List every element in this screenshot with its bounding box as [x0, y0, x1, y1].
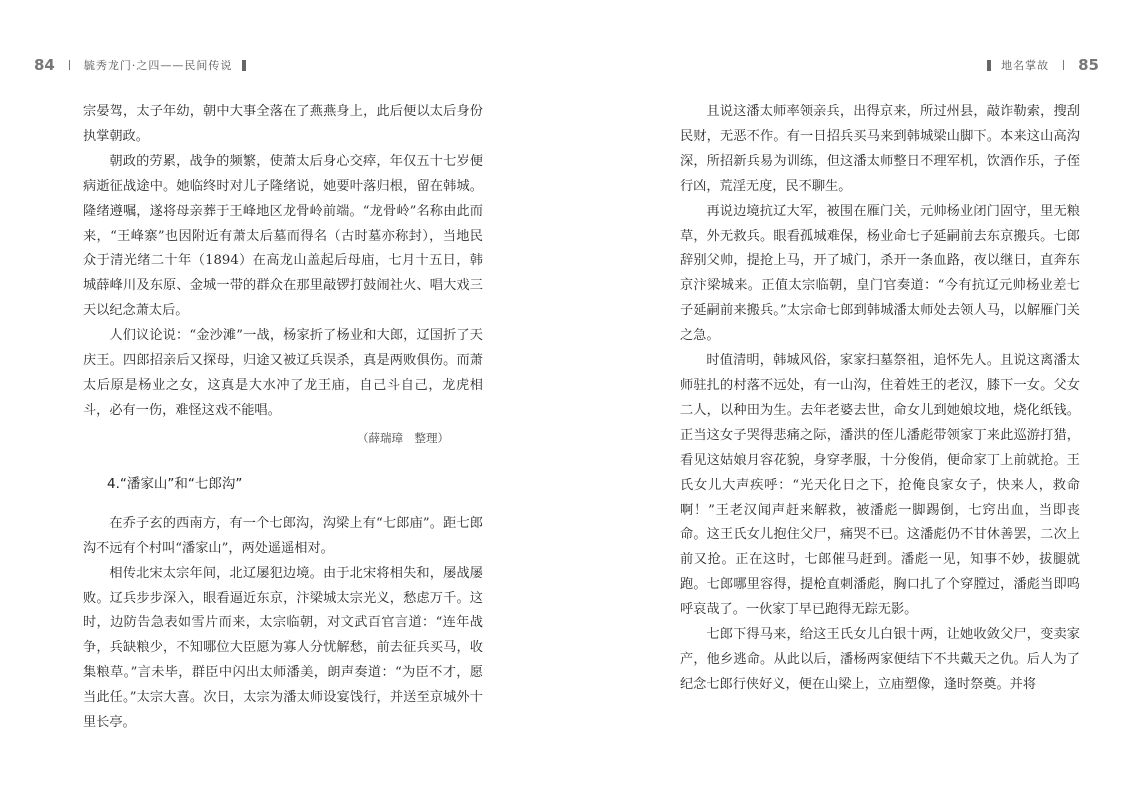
left-page-number: 84 — [34, 56, 55, 74]
right-running-header: 地名掌故 — [1001, 59, 1050, 72]
right-page — [566, 0, 1133, 799]
paragraph: 宗晏驾，太子年幼，朝中大事全落在了燕燕身上，此后便以太后身份执掌朝政。 — [83, 104, 483, 144]
header-marker — [987, 60, 991, 71]
paragraph: 在乔子玄的西南方，有一个七郎沟，沟梁上有“七郎庙”。距七郎沟不远有个村叫“潘家山”，两处遥遥相对。 — [83, 515, 483, 556]
paragraph: 再说边境抗辽大军，被围在雁门关，元帅杨业闭门固守，里无粮草，外无救兵。眼看孤城难保，杨业命七子延嗣前去东京搬兵。七郎辞别父帅，提抢上马，开了城门，杀开一条血路，夜以继日，直奔东京汴梁城来。正值太宗临朝，皇门官奏道：“今有抗辽元帅杨业差七子延嗣前来搬兵。”太宗命七郎到韩城潘太师处去领人马，以解雁门关之急。 — [680, 203, 1080, 344]
paragraph: 朝政的劳累，战争的频繁，使萧太后身心交瘁，年仅五十七岁便病逝征战途中。她临终时对儿子隆绪说，她要叶落归根，留在韩城。隆绪遵嘱，遂将母亲葬于王峰地区龙骨岭前端。“龙骨岭”名称由此而来，“王峰寨”也因附近有萧太后墓而得名（古时墓亦称封），当地民众于清光绪二十年（1894）在高龙山盖起后母庙，七月十五日，韩城薛峰川及东原、金城一带的群众在那里敲锣打鼓闹社火、唱大戏三天以纪念萧太后。 — [83, 153, 483, 319]
paragraph: 相传北宋太宗年间，北辽屡犯边境。由于北宋将相失和，屡战屡败。辽兵步步深入，眼看逼近东京，汴梁城太宗光义，愁虑万千。这时，边防告急表如雪片而来，太宗临朝，对文武百官言道：“连年战争，兵缺粮少，不知哪位大臣愿为寡人分忧解愁，前去征兵买马，收集粮草。”言未毕，群臣中闪出太师潘美，朗声奏道：“为臣不才，愿当此任。”太宗大喜。次日，太宗为潘太师设宴饯行，并送至京城外十里长亭。 — [83, 565, 483, 731]
left-page-header — [34, 56, 246, 74]
header-marker — [242, 60, 246, 71]
paragraph: 人们议论说：“金沙滩”一战，杨家折了杨业和大郎，辽国折了天庆王。四郎招亲后又探母，归途又被辽兵误杀，真是两败俱伤。而萧太后原是杨业之女，这真是大水冲了龙王庙，自己斗自己，龙虎相斗，必有一伤，难怪这戏不能唱。 — [83, 328, 483, 418]
paragraph: 时值清明，韩城风俗，家家扫墓祭祖，追怀先人。且说这离潘太师驻扎的村落不远处，有一山沟，住着姓王的老汉，膝下一女。父女二人，以种田为生。去年老婆去世，命女儿到她娘坟地，烧化纸钱。正当这女子哭得悲痛之际，潘洪的侄儿潘彪带领家丁来此巡游打猎，看见这姑娘月容花貌，身穿孝服，十分俊俏，便命家丁上前就抢。王氏女儿大声疾呼：“光天化日之下，抢俺良家女子，快来人，救命啊！”王老汉闻声赶来解救，被潘彪一脚踢倒，七窍出血，当即丧命。这王氏女儿抱住父尸，痛哭不已。这潘彪仍不甘休善罢，二次上前又抢。正在这时，七郎催马赶到。潘彪一见，知事不妙，拔腿就跑。七郎哪里容得，提枪直刺潘彪，胸口扎了个穿膛过，潘彪当即呜呼哀哉了。一伙家丁早已跑得无踪无影。 — [680, 353, 1080, 618]
left-running-header: 毓秀龙门·之四——民间传说 — [83, 59, 233, 72]
paragraph: 七郎下得马来，给这王氏女儿白银十两，让她收敛父尸，变卖家产，他乡逃命。从此以后，潘杨两家便结下不共戴天之仇。后人为了纪念七郎行侠好义，便在山梁上，立庙塑像，逢时祭奠。并将 — [680, 627, 1080, 692]
right-page-number: 85 — [1078, 56, 1099, 74]
header-separator — [69, 60, 70, 70]
left-page — [0, 0, 566, 799]
section-title: 4.“潘家山”和“七郎沟” — [107, 475, 243, 492]
right-page-body — [680, 100, 1080, 698]
header-separator — [1063, 60, 1064, 70]
left-page-body — [83, 100, 483, 736]
editor-credit: （薛瑞璋 整理） — [357, 430, 449, 445]
right-page-header — [987, 56, 1099, 74]
paragraph: 且说这潘太师率领亲兵，出得京来，所过州县，敲诈勒索，搜刮民财，无恶不作。有一日招兵买马来到韩城梁山脚下。本来这山高沟深，所招新兵易为训练，但这潘太师整日不理军机，饮酒作乐，子侄行凶，荒淫无度，民不聊生。 — [680, 104, 1080, 194]
